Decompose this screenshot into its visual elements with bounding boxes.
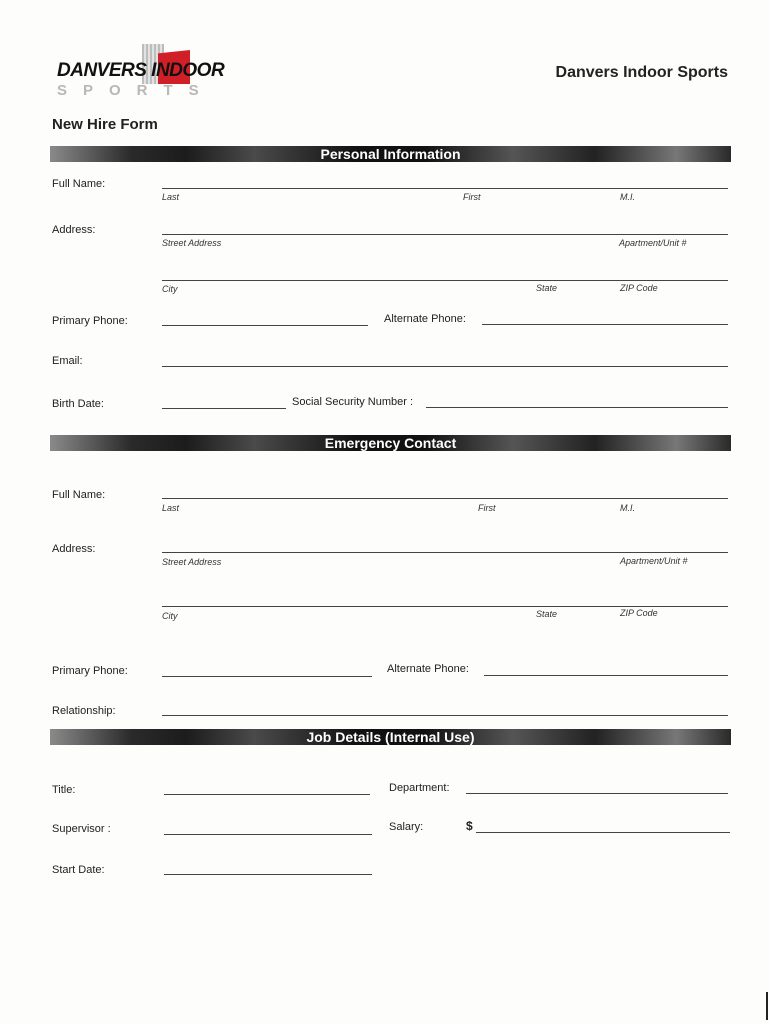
form-title: New Hire Form [52,116,158,133]
emergency-primary-phone-field[interactable] [162,676,372,677]
department-field[interactable] [466,793,728,794]
city-caption: City [162,284,178,294]
section-header-job: Job Details (Internal Use) [50,729,731,745]
emergency-street-caption: Street Address [162,557,222,567]
emergency-city-caption: City [162,611,178,621]
alternate-phone-label: Alternate Phone: [384,313,466,325]
section-header-emergency: Emergency Contact [50,435,731,451]
logo-wordmark: DANVERS INDOOR [57,60,225,81]
emergency-street-field[interactable] [162,552,728,553]
salary-field[interactable] [476,832,730,833]
salary-currency-symbol: $ [466,819,473,833]
department-label: Department: [389,782,450,794]
relationship-label: Relationship: [52,705,116,717]
full-name-label: Full Name: [52,178,106,190]
email-field[interactable] [162,366,728,367]
section-header-personal: Personal Information [50,146,731,162]
emergency-address-label: Address: [52,543,96,555]
street-address-caption: Street Address [162,238,222,248]
emergency-full-name-label: Full Name: [52,489,106,501]
apartment-caption: Apartment/Unit # [619,238,687,248]
email-label: Email: [52,355,83,367]
emergency-zip-caption: ZIP Code [620,608,658,618]
title-field[interactable] [164,794,370,795]
emergency-alternate-phone-label: Alternate Phone: [387,663,469,675]
supervisor-field[interactable] [164,834,372,835]
emergency-state-caption: State [536,609,558,619]
birth-date-label: Birth Date: [52,398,104,410]
middle-initial-caption: M.I. [620,192,635,202]
primary-phone-field[interactable] [162,325,368,326]
street-address-field[interactable] [162,234,728,235]
scan-edge-mark [766,992,768,1020]
company-name: Danvers Indoor Sports [555,64,728,81]
emergency-alternate-phone-field[interactable] [484,675,728,676]
address-label: Address: [52,224,96,236]
last-name-caption: Last [162,192,180,202]
alternate-phone-field[interactable] [482,324,728,325]
emergency-mi-caption: M.I. [620,503,635,513]
emergency-first-caption: First [478,503,496,513]
title-label: Title: [52,784,76,796]
primary-phone-label: Primary Phone: [52,315,128,327]
ssn-label: Social Security Number : [292,396,414,408]
supervisor-label: Supervisor : [52,823,111,835]
birth-date-field[interactable] [162,408,286,409]
salary-label: Salary: [389,821,424,833]
city-state-zip-field[interactable] [162,280,728,281]
logo-subtext: SPORTS [57,82,215,99]
state-caption: State [536,283,558,293]
ssn-field[interactable] [426,407,728,408]
emergency-apt-caption: Apartment/Unit # [620,556,688,566]
emergency-city-state-zip-field[interactable] [162,606,728,607]
relationship-field[interactable] [162,715,728,716]
emergency-last-caption: Last [162,503,180,513]
emergency-primary-phone-label: Primary Phone: [52,665,128,677]
zip-caption: ZIP Code [620,283,658,293]
full-name-field[interactable] [162,188,728,189]
start-date-field[interactable] [164,874,372,875]
first-name-caption: First [463,192,481,202]
emergency-full-name-field[interactable] [162,498,728,499]
start-date-label: Start Date: [52,864,105,876]
